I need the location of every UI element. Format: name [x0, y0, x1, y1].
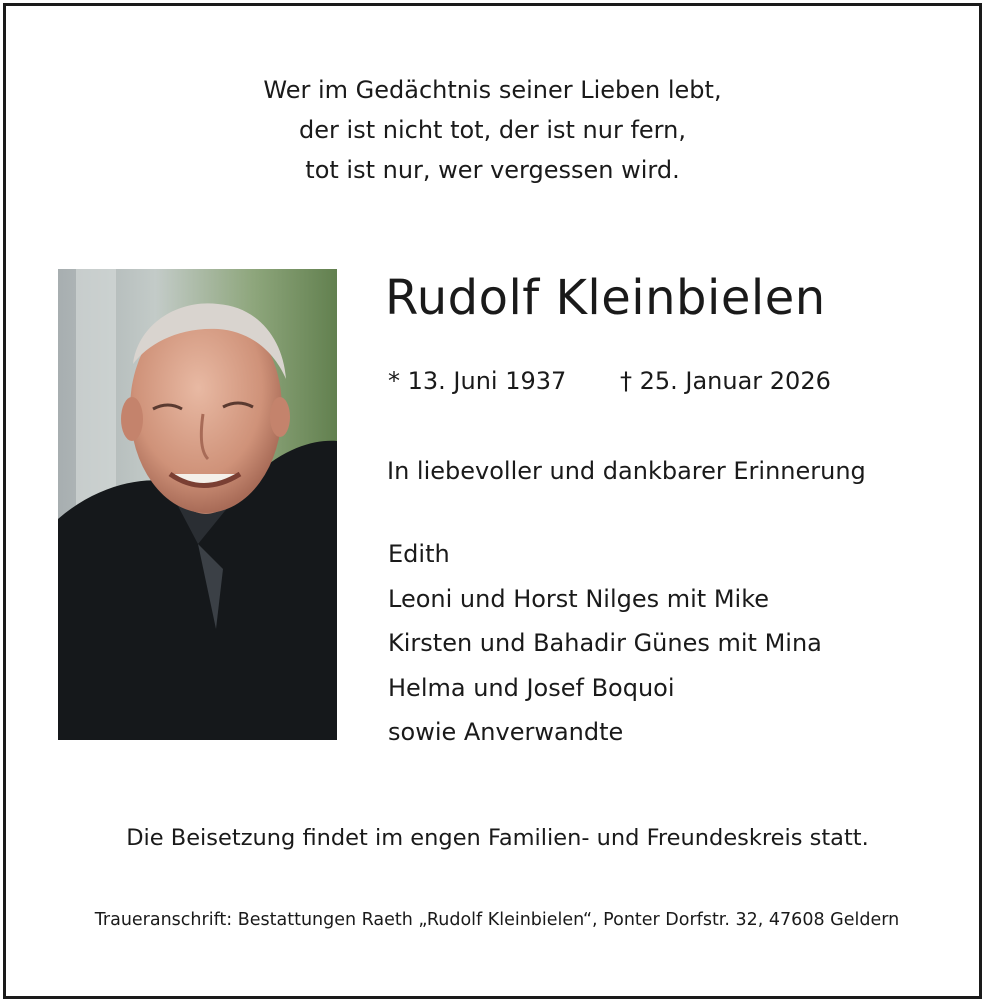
poem	[0, 70, 985, 190]
birth-date: * 13. Juni 1937	[388, 367, 567, 395]
deceased-name: Rudolf Kleinbielen	[385, 270, 826, 326]
poem-line-2: der ist nicht tot, der ist nur fern,	[299, 116, 686, 144]
mourner-item: Edith	[388, 540, 450, 568]
portrait-photo	[58, 269, 337, 740]
mourner-item: Helma und Josef Boquoi	[388, 673, 675, 702]
mourner-item: Kirsten und Bahadir Günes mit Mina	[388, 629, 822, 657]
poem-line-1: Wer im Gedächtnis seiner Lieben lebt,	[263, 76, 722, 104]
mourning-address: Traueranschrift: Bestattungen Raeth „Rudolf Kleinbielen“, Ponter Dorfstr. 32, 47608 Geldern	[94, 910, 900, 930]
burial-notice: Die Beisetzung findet im engen Familien- und Freundeskreis statt.	[126, 825, 869, 851]
mourner-item: sowie Anverwandte	[388, 718, 624, 746]
mourners-list	[388, 532, 822, 755]
death-date: † 25. Januar 2026	[619, 367, 831, 395]
memory-line: In liebevoller und dankbarer Erinnerung	[387, 457, 866, 485]
life-dates	[388, 364, 831, 398]
mourner-item: Leoni und Horst Nilges mit Mike	[388, 584, 770, 613]
poem-line-3: tot ist nur, wer vergessen wird.	[305, 156, 680, 184]
